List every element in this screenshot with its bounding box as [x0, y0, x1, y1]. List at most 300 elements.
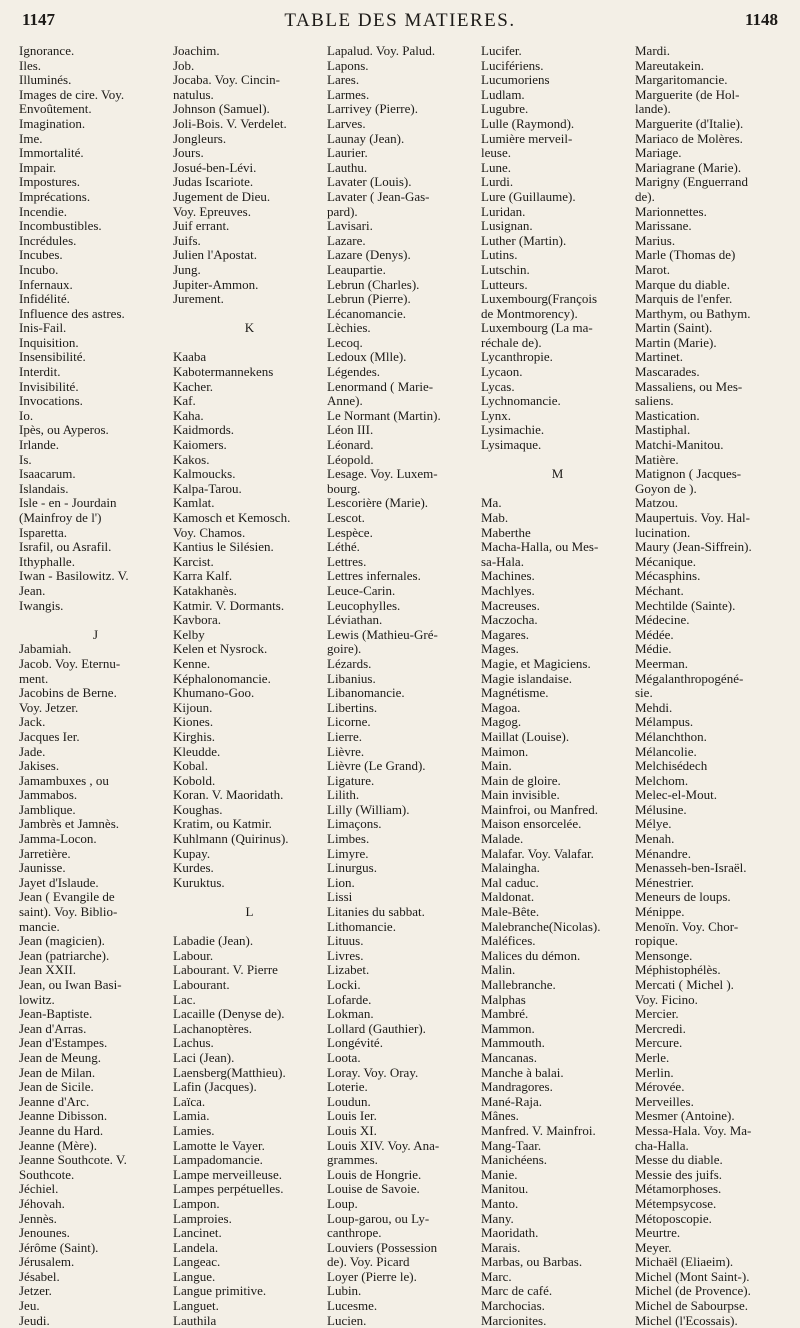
index-entry: Mélusine.	[635, 802, 687, 817]
index-entry: Marchocias.	[481, 1299, 545, 1314]
index-entry: Malebranche(Nicolas).	[481, 919, 601, 934]
index-entry: de Montmorency).	[481, 306, 578, 321]
index-entry: Kijoun.	[173, 700, 213, 715]
spacer	[480, 453, 634, 468]
index-entry: Lafin (Jacques).	[173, 1080, 257, 1095]
index-entry: Lièvre.	[327, 744, 365, 759]
index-entry: Lituus.	[327, 934, 364, 949]
index-entry: Médecine.	[635, 613, 690, 628]
index-entry: saliens.	[635, 394, 674, 409]
index-entry: Kratim, ou Katmir.	[173, 817, 272, 832]
index-entry: Matzou.	[635, 496, 678, 511]
section-letter: J	[92, 627, 99, 642]
index-entry: Kaha.	[173, 408, 204, 423]
index-entry: Jocaba. Voy. Cincin-	[173, 73, 280, 88]
index-entry: sa-Hala.	[481, 554, 524, 569]
index-entry: Jéchiel.	[19, 1182, 59, 1197]
index-entry: Meurtre.	[635, 1226, 681, 1241]
index-entry: Invocations.	[19, 394, 83, 409]
index-entry: Menoïn. Voy. Chor-	[635, 919, 739, 934]
index-entry: Inquisition.	[19, 335, 79, 350]
index-entry: Lierre.	[327, 729, 363, 744]
index-entry: Léon III.	[327, 423, 374, 438]
index-entry: Jérôme (Saint).	[19, 1240, 99, 1255]
index-entry: Lion.	[327, 875, 355, 890]
index-entry: Marguerite (d'Italie).	[635, 116, 744, 131]
index-entry: Jung.	[173, 262, 201, 277]
index-entry: Méphistophélès.	[635, 963, 721, 978]
index-entry: Longévité.	[327, 1036, 383, 1051]
index-entry: Jurement.	[173, 292, 224, 307]
index-entry: Jarretière.	[19, 846, 71, 861]
index-entry: Mélanchthon.	[635, 729, 707, 744]
index-entry: Meerman.	[635, 656, 689, 671]
index-entry: Jean d'Estampes.	[19, 1036, 108, 1051]
index-entry: Kuruktus.	[173, 875, 225, 890]
index-entry: Litanies du sabbat.	[327, 905, 425, 920]
index-entry: Maison ensorcelée.	[481, 817, 582, 832]
index-entry: Jéhovah.	[19, 1196, 65, 1211]
index-entry: Lamproies.	[173, 1211, 232, 1226]
index-entry: Infidélité.	[19, 292, 70, 307]
index-entry: Livres.	[327, 948, 364, 963]
index-entry: Incrédules.	[19, 233, 77, 248]
page-title: TABLE DES MATIERES.	[284, 10, 516, 31]
index-entry: Lèchies.	[327, 321, 371, 336]
index-entry: Luxembourg(François	[481, 292, 598, 307]
index-column-3	[326, 44, 480, 1328]
index-entry: Lugubre.	[481, 102, 529, 117]
index-entry: Labourant. V. Pierre	[173, 963, 278, 978]
index-entry: Melec-el-Mout.	[635, 788, 717, 803]
index-entry: Anne).	[327, 394, 363, 409]
index-entry: Macreuses.	[481, 598, 540, 613]
section-letter: K	[244, 321, 255, 336]
index-entry: Jésabel.	[19, 1269, 60, 1284]
index-entry: Kavbora.	[173, 613, 222, 628]
index-entry: (Mainfroy de l')	[19, 511, 102, 525]
index-entry: Infernaux.	[19, 277, 73, 292]
index-entry: Voy. Ficino.	[635, 992, 698, 1007]
index-entry: Mancanas.	[481, 1050, 537, 1065]
index-entry: Lamotte le Vayer.	[173, 1138, 265, 1153]
index-entry: Messe du diable.	[635, 1153, 723, 1168]
index-entry: Lewis (Mathieu-Gré-	[327, 627, 438, 642]
index-entry: Malafar. Voy. Valafar.	[481, 846, 594, 861]
index-entry: Kleudde.	[173, 744, 221, 759]
index-entry: Marigny (Enguerrand	[635, 175, 748, 190]
index-entry: Inis-Fail.	[19, 321, 67, 336]
index-entry: Luridan.	[481, 204, 526, 219]
index-entry: Jamma-Locon.	[19, 832, 97, 847]
index-entry: Jean d'Arras.	[19, 1021, 87, 1036]
index-entry: Jambrès et Jamnès.	[19, 817, 120, 832]
index-entry: Ménandre.	[635, 846, 691, 861]
index-entry: Merle.	[635, 1050, 670, 1065]
index-entry: Lucifer.	[481, 44, 522, 58]
index-entry: Marissane.	[635, 219, 692, 234]
index-entry: Larmes.	[327, 87, 370, 102]
index-entry: Mainfroi, ou Manfred.	[481, 802, 598, 817]
index-entry: Melchom.	[635, 773, 689, 788]
index-entry: Impostures.	[19, 175, 81, 190]
index-entry: Le Normant (Martin).	[327, 408, 441, 423]
index-entry: Lucien.	[327, 1313, 367, 1328]
index-entry: Lachus.	[173, 1036, 214, 1051]
index-entry: Lurdi.	[481, 175, 514, 190]
index-entry: Johnson (Samuel).	[173, 102, 270, 117]
index-entry: Lune.	[481, 160, 511, 175]
index-entry: Julien l'Apostat.	[173, 248, 257, 263]
index-entry: Many.	[481, 1211, 514, 1226]
index-entry: Lampadomancie.	[173, 1153, 263, 1168]
index-entry: Jeanne Southcote. V.	[19, 1153, 127, 1168]
index-entry: Michaël (Eliaeim).	[635, 1255, 734, 1270]
index-entry: Jean XXII.	[19, 963, 77, 978]
index-entry: Lamies.	[173, 1123, 215, 1138]
index-column-1	[18, 44, 172, 1328]
index-entry: Mégalanthropogéné-	[635, 671, 744, 686]
index-entry: Lychnomancie.	[481, 394, 561, 409]
index-entry: Manche à balai.	[481, 1065, 564, 1080]
index-entry: Main.	[481, 759, 512, 774]
index-entry: Lavater ( Jean-Gas-	[327, 189, 430, 204]
index-entry: Mab.	[481, 511, 509, 525]
index-entry: pard).	[327, 204, 358, 219]
index-entry: Katmir. V. Dormants.	[173, 598, 285, 613]
index-entry: Irlande.	[19, 438, 60, 453]
section-letter: M	[551, 467, 564, 482]
index-entry: Mallebranche.	[481, 978, 556, 992]
index-entry: Lettres infernales.	[327, 569, 421, 584]
index-entry: Is.	[19, 452, 32, 467]
index-entry: Ime.	[19, 131, 43, 146]
index-entry: Jakises.	[19, 759, 60, 774]
index-entry: Mercure.	[635, 1036, 683, 1051]
index-entry: bourg.	[327, 481, 361, 496]
index-entry: Mélye.	[635, 817, 672, 832]
index-entry: Mascarades.	[635, 365, 700, 380]
index-entry: Lutins.	[481, 248, 518, 263]
index-entry: Laci (Jean).	[173, 1050, 235, 1065]
index-entry: Jeanne du Hard.	[19, 1123, 104, 1138]
index-entry: Lysimaque.	[481, 438, 542, 453]
index-entry: Magares.	[481, 627, 530, 642]
index-entry: Martinet.	[635, 350, 684, 365]
index-entry: Mardi.	[635, 44, 671, 58]
index-entry: Kirghis.	[173, 729, 216, 744]
index-entry: Magoa.	[481, 700, 521, 715]
index-entry: Magie, et Magiciens.	[481, 656, 591, 671]
index-entry: lande).	[635, 102, 671, 117]
index-entry: Ludlam.	[481, 87, 525, 102]
index-entry: Kamosch et Kemosch.	[173, 511, 291, 525]
index-entry: Mélancolie.	[635, 744, 697, 759]
index-entry: Maczocha.	[481, 613, 538, 628]
index-entry: Lacaille (Denyse de).	[173, 1007, 285, 1022]
index-entry: Manitou.	[481, 1182, 529, 1197]
index-entry: Lynx.	[481, 408, 511, 423]
index-entry: Lebrun (Pierre).	[327, 292, 411, 307]
index-entry: Jean.	[19, 583, 46, 598]
index-entry: Mariaco de Molères.	[635, 131, 743, 146]
index-entry: Jean de Milan.	[19, 1065, 96, 1080]
index-entry: Jeu.	[19, 1299, 40, 1314]
index-entry: Isparetta.	[19, 525, 68, 540]
index-entry: Meyer.	[635, 1240, 672, 1255]
index-entry: Juifs.	[173, 233, 201, 248]
index-entry: Male-Bête.	[481, 905, 540, 920]
index-entry: Lares.	[327, 73, 360, 88]
index-entry: Melchisédech	[635, 759, 708, 774]
index-entry: Marque du diable.	[635, 277, 730, 292]
index-entry: Kuhlmann (Quirinus).	[173, 832, 289, 847]
index-entry: Léviathan.	[327, 613, 383, 628]
index-entry: réchale de).	[481, 335, 542, 350]
index-entry: Loudun.	[327, 1094, 371, 1109]
index-entry: Lofarde.	[327, 992, 372, 1007]
index-entry: Maimon.	[481, 744, 529, 759]
index-entry: Mélampus.	[635, 715, 694, 730]
index-entry: Judas Iscariote.	[173, 175, 254, 190]
index-entry: Immortalité.	[19, 146, 84, 161]
index-entry: Lauthila	[173, 1313, 217, 1328]
index-entry: Mécasphins.	[635, 569, 701, 584]
index-entry: Médie.	[635, 642, 672, 657]
index-entry: Malphas	[481, 992, 526, 1007]
index-entry: de).	[635, 189, 655, 204]
index-entry: Kenne.	[173, 656, 211, 671]
index-entry: Incubo.	[19, 262, 59, 277]
index-entry: Jours.	[173, 146, 204, 161]
index-entry: Incombustibles.	[19, 219, 102, 234]
index-entry: Ma.	[481, 496, 502, 511]
index-entry: Lézards.	[327, 656, 372, 671]
index-entry: Lucifériens.	[481, 58, 544, 73]
index-entry: Joli-Bois. V. Verdelet.	[173, 116, 287, 131]
index-entry: Mané-Raja.	[481, 1094, 543, 1109]
index-entry: Southcote.	[19, 1167, 75, 1182]
index-entry: Mérovée.	[635, 1080, 685, 1095]
index-entry: Licorne.	[327, 715, 371, 730]
index-entry: Kiones.	[173, 715, 214, 730]
index-entry: Louise de Savoie.	[327, 1182, 420, 1197]
index-entry: Loup-garou, ou Ly-	[327, 1211, 430, 1226]
index-entry: Marle (Thomas de)	[635, 248, 736, 263]
index-entry: Louviers (Possession	[327, 1240, 438, 1255]
index-entry: Maoridath.	[481, 1226, 539, 1241]
index-entry: Léonard.	[327, 438, 374, 453]
index-column-4	[480, 44, 634, 1328]
index-entry: Mariagrane (Marie).	[635, 160, 742, 175]
index-entry: Merlin.	[635, 1065, 674, 1080]
index-entry: Lescorière (Marie).	[327, 496, 429, 511]
index-entry: Lavater (Louis).	[327, 175, 412, 190]
index-entry: Isaacarum.	[19, 467, 76, 482]
index-entry: Laurier.	[327, 146, 368, 161]
index-entry: Malaingha.	[481, 861, 540, 876]
index-entry: Goyon de ).	[635, 481, 697, 496]
index-entry: Jupiter-Ammon.	[173, 277, 259, 292]
index-entry: Loota.	[327, 1050, 361, 1065]
index-entry: Kaaba	[173, 350, 207, 365]
index-entry: Lavisari.	[327, 219, 373, 234]
index-entry: ropique.	[635, 934, 678, 949]
index-entry: Martin (Saint).	[635, 321, 713, 336]
index-entry: Jack.	[19, 715, 46, 730]
index-entry: Lièvre (Le Grand).	[327, 759, 426, 774]
index-entry: Images de cire. Voy.	[19, 87, 125, 102]
index-entry: Maléfices.	[481, 934, 536, 949]
index-entry: Kupay.	[173, 846, 211, 861]
index-entry: Lusignan.	[481, 219, 533, 234]
index-entry: Mandragores.	[481, 1080, 553, 1095]
index-entry: Kelen et Nysrock.	[173, 642, 268, 657]
index-entry: Jean de Sicile.	[19, 1080, 94, 1095]
index-entry: Lure (Guillaume).	[481, 189, 576, 204]
index-entry: Incubes.	[19, 248, 63, 263]
index-entry: Mécanique.	[635, 554, 697, 569]
index-entry: Macha-Halla, ou Mes-	[481, 540, 599, 555]
index-entry: ment.	[19, 671, 49, 686]
index-entry: Launay (Jean).	[327, 131, 405, 146]
index-entry: Job.	[173, 58, 195, 73]
index-entry: Marc de café.	[481, 1284, 553, 1299]
index-entry: Influence des astres.	[19, 306, 125, 321]
index-entry: Michel de Sabourpse.	[635, 1299, 749, 1314]
index-entry: Martin (Marie).	[635, 335, 717, 350]
index-entry: Libanius.	[327, 671, 376, 686]
index-entry: Iles.	[19, 58, 42, 73]
index-entry: Médée.	[635, 627, 674, 642]
index-entry: Lettres.	[327, 554, 367, 569]
index-entry: Lancinet.	[173, 1226, 222, 1241]
index-entry: Laensberg(Matthieu).	[173, 1065, 286, 1080]
index-entry: Imprécations.	[19, 189, 91, 204]
index-entry: cha-Halla.	[635, 1138, 689, 1153]
index-entry: Voy. Jetzer.	[19, 700, 79, 715]
index-entry: Mang-Taar.	[481, 1138, 542, 1153]
index-entry: Labour.	[173, 948, 214, 963]
index-entry: Marbas, ou Barbas.	[481, 1255, 583, 1270]
index-entry: Main invisible.	[481, 788, 560, 803]
index-entry: Malin.	[481, 963, 516, 978]
index-entry: Israfil, ou Asrafil.	[19, 540, 112, 555]
index-entry: Jayet d'Islaude.	[19, 875, 99, 890]
index-entry: Josué-ben-Lévi.	[173, 160, 257, 175]
index-entry: Manie.	[481, 1167, 518, 1182]
index-entry: Linurgus.	[327, 861, 377, 876]
index-entry: Limbes.	[327, 832, 370, 847]
index-entry: Mariage.	[635, 146, 682, 161]
index-entry: Voy. Chamos.	[173, 525, 246, 540]
index-entry: Képhalonomancie.	[173, 671, 271, 686]
index-entry: Langue.	[173, 1269, 216, 1284]
section-letter: L	[245, 905, 254, 920]
index-entry: Ménestrier.	[635, 875, 694, 890]
index-entry: Mastication.	[635, 408, 700, 423]
index-entry: Karcist.	[173, 554, 214, 569]
index-entry: Karra Kalf.	[173, 569, 233, 584]
index-entry: Magog.	[481, 715, 522, 730]
index-entry: Matignon ( Jacques-	[635, 467, 742, 482]
index-entry: Invisibilité.	[19, 379, 79, 394]
index-entry: Ithyphalle.	[19, 554, 75, 569]
index-entry: Koughas.	[173, 802, 223, 817]
index-entry: Jugement de Dieu.	[173, 189, 271, 204]
index-entry: Menasseh-ben-Israël.	[635, 861, 747, 876]
index-entry: Kaidmords.	[173, 423, 235, 438]
index-entry: Kaiomers.	[173, 438, 227, 453]
index-entry: Lollard (Gauthier).	[327, 1021, 426, 1036]
index-entry: lowitz.	[19, 992, 55, 1007]
index-entry: Marguerite (de Hol-	[635, 87, 740, 102]
index-entry: Jongleurs.	[173, 131, 227, 146]
spacer	[480, 482, 634, 497]
index-entry: de). Voy. Picard	[327, 1255, 410, 1270]
index-entry: Marot.	[635, 262, 671, 277]
index-entry: Voy. Epreuves.	[173, 204, 251, 219]
page-number-right: 1148	[744, 10, 778, 29]
index-entry: Langeac.	[173, 1255, 221, 1270]
index-entry: Mercier.	[635, 1007, 679, 1022]
index-entry: Lutschin.	[481, 262, 530, 277]
index-entry: Lucumoriens	[481, 73, 550, 88]
index-entry: Kurdes.	[173, 861, 214, 876]
index-entry: Lamia.	[173, 1109, 210, 1124]
index-entry: Michel (Mont Saint-).	[635, 1269, 750, 1284]
index-entry: Locki.	[327, 978, 361, 992]
index-entry: Maillat (Louise).	[481, 729, 570, 744]
index-entry: Ligature.	[327, 773, 375, 788]
index-entry: Maury (Jean-Siffrein).	[635, 540, 752, 555]
index-entry: Matchi-Manitou.	[635, 438, 724, 453]
spacer	[172, 920, 326, 935]
index-entry: Matière.	[635, 452, 679, 467]
index-entry: Mammouth.	[481, 1036, 545, 1051]
index-entry: Marquis de l'enfer.	[635, 292, 733, 307]
index-entry: Kabotermannekens	[173, 365, 274, 380]
index-entry: Loup.	[327, 1196, 358, 1211]
index-entry: Mambré.	[481, 1007, 529, 1022]
index-entry: Languet.	[173, 1299, 219, 1314]
index-entry: Jean ( Evangile de	[19, 890, 115, 905]
index-entry: Maupertuis. Voy. Hal-	[635, 511, 750, 525]
index-entry: Leuce-Carin.	[327, 583, 396, 598]
index-entry: Mastiphal.	[635, 423, 691, 438]
index-entry: Main de gloire.	[481, 773, 561, 788]
index-entry: Malade.	[481, 832, 524, 847]
index-entry: Lescot.	[327, 511, 365, 525]
index-entry: Manfred. V. Mainfroi.	[481, 1123, 596, 1138]
index-entry: Lycaon.	[481, 365, 523, 380]
index-entry: Ignorance.	[19, 44, 75, 58]
index-entry: Kamlat.	[173, 496, 215, 511]
index-entry: Méchant.	[635, 583, 684, 598]
index-entry: Limaçons.	[327, 817, 382, 832]
spacer	[18, 613, 172, 628]
index-entry: Lucesme.	[327, 1299, 378, 1314]
index-entry: Mercati ( Michel ).	[635, 978, 734, 992]
index-entry: Lapons.	[327, 58, 369, 73]
index-entry: Lazare.	[327, 233, 366, 248]
index-entry: lucination.	[635, 525, 691, 540]
index-entry: Illuminés.	[19, 73, 72, 88]
index-entry: Jamblique.	[19, 802, 76, 817]
index-entry: Jacobins de Berne.	[19, 686, 117, 701]
index-entry: Jeanne d'Arc.	[19, 1094, 90, 1109]
index-entry: Isle - en - Jourdain	[19, 496, 117, 511]
